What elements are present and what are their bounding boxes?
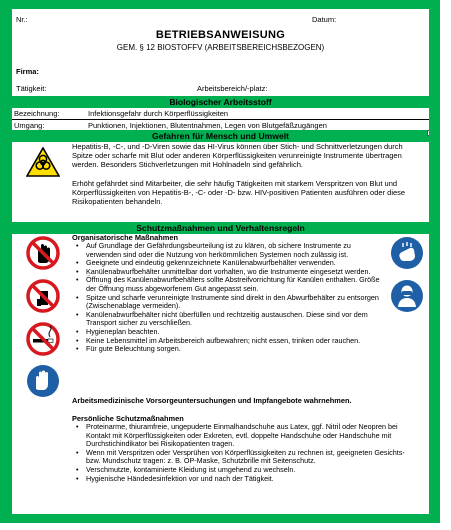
no-eating-drinking-prohibition-icon: [26, 279, 60, 313]
datum-label: Datum:: [312, 15, 337, 24]
list-item: • Hygienische Händedesinfektion vor und nach der Tätigkeit.: [72, 475, 412, 484]
list-item: • Geeignete und eindeutig gekennzeichnete Kanülenabwurfbehälter verwenden.: [72, 259, 387, 268]
section-band-schutz: Schutzmaßnahmen und Verhaltensregeln: [12, 222, 429, 234]
org-list: [72, 242, 387, 354]
document-title: BETRIEBSANWEISUNG: [155, 29, 286, 41]
list-item: • Kanülenabwurfbehälter unmittelbar dort vorhalten, wo die Instrumente eingesetzt werden.: [72, 268, 387, 277]
table-resize-handle[interactable]: [427, 130, 429, 136]
gefahren-text-2: Erhöht gefährdet sind Mitarbeiter, die sehr häufig Tätigkeiten mit starkem Verspritzen von Blut und Körperflüssigkeiten von Hepatitis-B-, -C- oder -D- bzw. HIV-positiven Patienten ausführen oder diese Risikopatienten behandeln.: [72, 179, 406, 206]
psa-heading: Persönliche Schutzmaßnahmen: [72, 414, 184, 423]
gefahren-text-1: Hepatitis-B, -C-, und -D-Viren sowie das HI-Virus können über Stich- und Schnittverletzungen durch Spitze oder scharfe mit Blut oder anderen Körperflüssigkeiten verunreinigte Instrumente übertragen werden. Besonders Stichverletzungen mit Hohlnadeln sind gefährlich.: [72, 142, 403, 169]
list-item: • Hygieneplan beachten.: [72, 328, 387, 337]
list-item: • Wenn mit Verspritzen oder Versprühen von Körperflüssigkeiten zu rechnen ist, geeigneten Gesichts- bzw. Mundschutz tragen: z. B. OP-Maske, Schutzbrille mit Seitenschutz.: [72, 449, 412, 466]
list-item: • Öffnung des Kanülenabwurfbehälters sollte Abstreifvorrichtung für Kanülen enthalten. Größe der Öffnung muss abgeworfenem Gut angepasst sein.: [72, 276, 387, 293]
umgang-label: Umgang:: [14, 121, 45, 130]
list-item: • Keine Lebensmittel im Arbeitsbereich aufbewahren; nicht essen, trinken oder rauchen.: [72, 337, 387, 346]
wear-gloves-icon: [26, 364, 60, 398]
wash-hands-icon: [390, 236, 424, 270]
bezeichnung-label: Bezeichnung:: [14, 109, 60, 118]
vorsorge-heading: Arbeitsmedizinische Vorsorgeuntersuchungen und Impfangebote wahrnehmen.: [72, 396, 352, 405]
list-item: • Für gute Beleuchtung sorgen.: [72, 345, 387, 354]
wear-face-protection-icon: [390, 279, 424, 313]
taetigkeit-label: Tätigkeit:: [16, 84, 47, 93]
section-band-biostoff: Biologischer Arbeitsstoff: [12, 96, 429, 108]
divider: [12, 119, 429, 120]
list-item: • Verschmutzte, kontaminierte Kleidung ist umgehend zu wechseln.: [72, 466, 412, 475]
biohazard-warning-icon: [26, 147, 60, 177]
org-heading: Organisatorische Maßnahmen: [72, 233, 178, 242]
document-subtitle: GEM. § 12 BIOSTOFFV (ARBEITSBEREICHSBEZOGEN): [116, 43, 325, 52]
list-item: • Kanülenabwurfbehälter nicht überfüllen und rechtzeitig austauschen. Diese sind vor dem Transport sicher zu verschließen.: [72, 311, 387, 328]
no-touching-prohibition-icon: [26, 236, 60, 270]
no-smoking-prohibition-icon: [26, 322, 60, 356]
list-item: • Spitze und scharfe verunreinigte Instrumente sind direkt in den Abwurfbehälter zu entsorgen (Zwischenablage vermeiden).: [72, 294, 387, 311]
document-page: [12, 9, 429, 514]
nr-label: Nr.:: [16, 15, 28, 24]
section-band-gefahren: Gefahren für Mensch und Umwelt: [12, 130, 429, 142]
arbeitsbereich-label: Arbeitsbereich/-platz:: [197, 84, 268, 93]
psa-list: [72, 423, 412, 483]
list-item: • Proteinarme, thiuramfreie, ungepuderte Einmalhandschuhe aus Latex, ggf. Nitril oder Neopren bei Kontakt mit Körperflüssigkeiten oder Exkreten, evtl. doppelte Handschuhe oder Handschuhe mit Durchstichindikator bei Risikopatienten tragen.: [72, 423, 412, 449]
umgang-value: Punktionen, Injektionen, Blutentnahmen, Legen von Blutgefäßzugängen: [88, 121, 327, 130]
list-item: • Auf Grundlage der Gefährdungsbeurteilung ist zu klären, ob sichere Instrumente zu verwenden sind oder die Nutzung von herkömmlichen Systemen noch zulässig ist.: [72, 242, 387, 259]
firma-label: Firma:: [16, 67, 39, 76]
bezeichnung-value: Infektionsgefahr durch Körperflüssigkeiten: [88, 109, 229, 118]
